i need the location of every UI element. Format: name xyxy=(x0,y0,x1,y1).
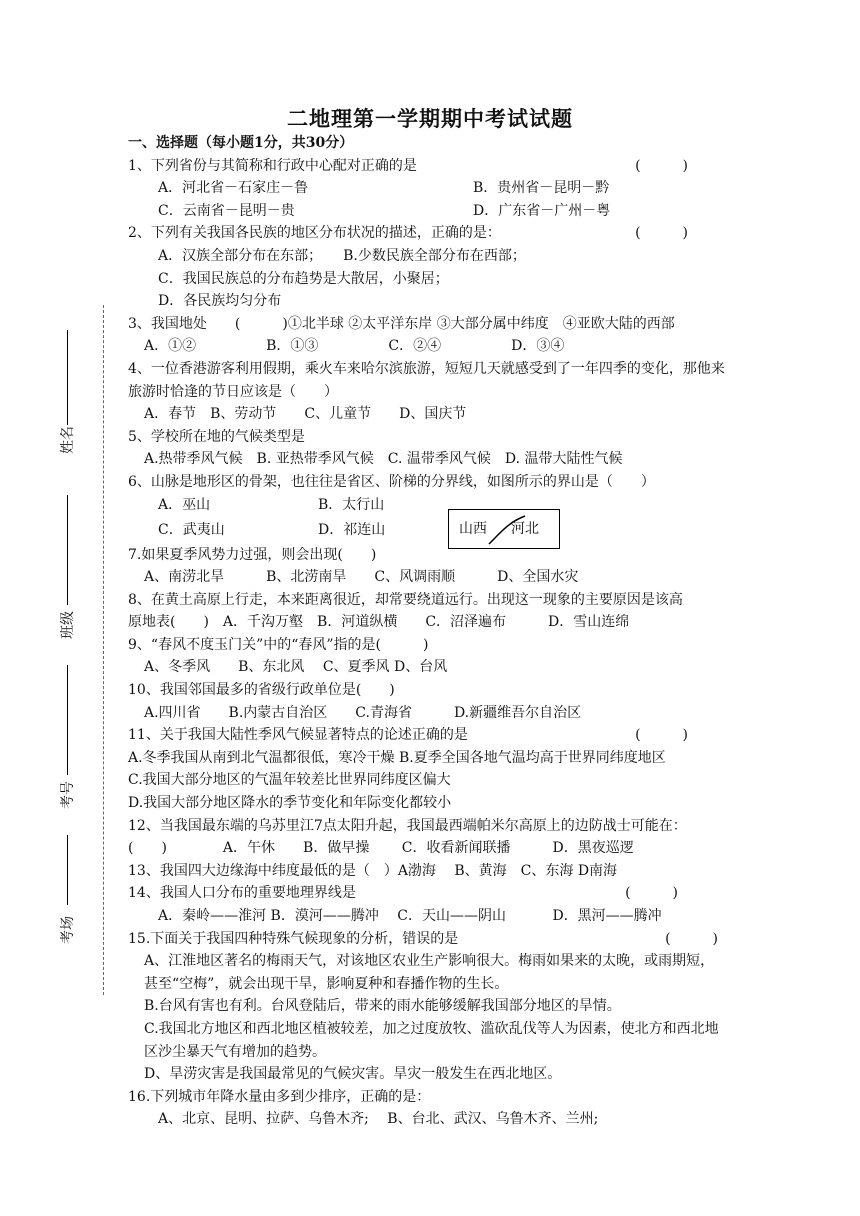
q8-options: 原地表( ) A．千沟万壑 B．河道纵横 C．沼泽遍布 D．雪山连绵 xyxy=(128,614,630,631)
q2-option-d: D．各民族均匀分布 xyxy=(158,293,282,310)
q11-option-c: C.我国大部分地区的气温年较差比世界同纬度区偏大 xyxy=(128,772,451,789)
q6-option-b: B．太行山 xyxy=(318,496,385,513)
q11-answer-paren: ( ) xyxy=(635,727,688,744)
page-title: 二地理第一学期期中考试试题 xyxy=(287,106,573,131)
q12-stem: 12、当我国最东端的乌苏里江7点太阳升起，我国最西端帕米尔高原上的边防战士可能在： xyxy=(128,817,687,834)
q15-option-d: D、旱涝灾害是我国最常见的气候灾害。旱灾一般发生在西北地区。 xyxy=(144,1066,562,1083)
q16-stem: 16.下列城市年降水量由多到少排序，正确的是： xyxy=(128,1088,431,1105)
boundary-map-figure xyxy=(448,509,560,549)
q2-option-c: C．我国民族总的分布趋势是大散居，小聚居； xyxy=(158,270,449,287)
q1-stem xyxy=(128,155,728,178)
q11-options-ab: A.冬季我国从南到北气温都很低，寒冷干燥 B.夏季全国各地气温均高于世界同纬度地区 xyxy=(128,749,666,766)
section-heading: 一、选择题（每小题1分，共30分） xyxy=(128,135,354,151)
binding-dashed-line xyxy=(103,305,104,995)
q8-stem: 8、在黄土高原上行走，本来距离很近，却常要绕道远行。出现这一现象的主要原因是该高 xyxy=(128,591,683,608)
q10-options: A.四川省 B.内蒙古自治区 C.青海省 D.新疆维吾尔自治区 xyxy=(144,704,582,721)
number-field xyxy=(45,665,75,815)
q5-stem: 5、学校所在地的气候类型是 xyxy=(128,428,305,445)
room-blank xyxy=(67,835,68,905)
q6-option-a: A．巫山 xyxy=(158,496,211,513)
q14-answer-paren: ( ) xyxy=(625,885,678,902)
q3-stem: 3、我国地处 ( )①北半球 ②太平洋东岸 ③大部分属中纬度 ④亚欧大陆的西部 xyxy=(128,315,675,332)
q7-options: A、南涝北旱 B、北涝南旱 C、风调雨顺 D、全国水灾 xyxy=(144,569,579,586)
q6-option-c: C．武夷山 xyxy=(158,521,225,538)
q1-option-c: C．云南省－昆明－贵 xyxy=(158,202,295,219)
name-field xyxy=(45,330,75,480)
name-blank xyxy=(67,330,68,425)
mountain-boundary-line xyxy=(449,510,559,548)
q14-stem-text: 14、我国人口分布的重要地理界线是 xyxy=(128,885,356,902)
name-label: 姓名 xyxy=(60,426,76,454)
q10-stem: 10、我国邻国最多的省级行政单位是( ) xyxy=(128,682,395,699)
q2-stem xyxy=(128,222,728,245)
q6-stem: 6、山脉是地形区的骨架，也往往是省区、阶梯的分界线，如图所示的界山是（ ） xyxy=(128,473,655,490)
q9-stem: 9、“春风不度玉门关”中的“春风”指的是( ) xyxy=(128,636,429,653)
q2-options-ab: A．汉族全部分布在东部； B.少数民族全部分布在西部； xyxy=(158,247,526,264)
class-field xyxy=(45,495,75,655)
q15-option-b: B.台风有害也有利。台风登陆后，带来的雨水能够缓解我国部分地区的旱情。 xyxy=(144,998,621,1015)
question-list xyxy=(128,132,728,1131)
q14-options: A．秦岭——淮河 B．漠河——腾冲 C．天山——阴山 D．黑河——腾冲 xyxy=(158,908,662,924)
q1-option-d: D．广东省－广州－粤 xyxy=(473,202,611,219)
q1-options-ab xyxy=(128,177,728,200)
q1-option-b: B．贵州省－昆明－黔 xyxy=(473,180,610,197)
q7-stem: 7.如果夏季风势力过强，则会出现( ) xyxy=(128,546,377,563)
q1-option-a: A．河北省－石家庄－鲁 xyxy=(158,180,309,197)
q1-stem-text: 1、下列省份与其简称和行政中心配对正确的是 xyxy=(128,157,417,174)
q9-options: A、冬季风 B、东北风 C、夏季风 D、台风 xyxy=(144,659,448,676)
q2-stem-text: 2、下列有关我国各民族的地区分布状况的描述，正确的是： xyxy=(128,225,501,242)
q4-options: A．春节 B、劳动节 C、儿童节 D、国庆节 xyxy=(144,406,467,423)
q12-options: ( ) A．午休 B．做早操 C．收看新闻联播 D．黑夜巡逻 xyxy=(128,840,634,857)
q2-answer-paren: ( ) xyxy=(635,225,688,242)
q11-option-d: D.我国大部分地区降水的季节变化和年际变化都较小 xyxy=(128,795,452,812)
q6-options-cd xyxy=(128,519,728,544)
room-field xyxy=(45,835,75,955)
q4-stem: 4、一位香港游客利用假期，乘火车来哈尔滨旅游，短短几天就感受到了一年四季的变化，那他来旅游时恰逢的节日应该是（ ） xyxy=(128,360,725,400)
q16-options-ab: A、北京、昆明、拉萨、乌鲁木齐; B、台北、武汉、乌鲁木齐、兰州; xyxy=(158,1111,599,1128)
number-label: 考号 xyxy=(60,781,76,809)
room-label: 考场 xyxy=(60,916,76,944)
map-label-hebei: 河北 xyxy=(511,520,539,537)
q14-stem xyxy=(128,882,728,905)
q15-stem xyxy=(128,928,728,951)
class-blank xyxy=(67,495,68,605)
q13-stem: 13、我国四大边缘海中纬度最低的是（ ）A渤海 B、黄海 C、东海 D南海 xyxy=(128,862,618,879)
q3-options: A．①② B．①③ C．②④ D．③④ xyxy=(144,338,565,355)
map-label-shanxi: 山西 xyxy=(459,520,487,537)
q15-answer-paren: ( ) xyxy=(665,930,718,947)
q15-stem-text: 15.下面关于我国四种特殊气候现象的分析，错误的是 xyxy=(128,930,459,947)
q1-options-cd xyxy=(128,200,728,223)
class-label: 班级 xyxy=(60,611,76,639)
number-blank xyxy=(67,665,68,775)
q6-option-d: D．祁连山 xyxy=(318,521,386,538)
q11-stem xyxy=(128,724,728,747)
q15-option-c: C.我国北方地区和西北地区植被较差，加之过度放牧、滥砍乱伐等人为因素，使北方和西北地区沙尘暴天气有增加的趋势。 xyxy=(144,1020,719,1060)
q11-stem-text: 11、关于我国大陆性季风气候显著特点的论述正确的是 xyxy=(128,727,468,744)
q6-options-ab xyxy=(128,494,728,519)
q15-option-a: A、江淮地区著名的梅雨天气，对该地区农业生产影响很大。梅雨如果来的太晚，或雨期短，甚至“空梅”，就会出现干旱，影响夏种和春播作物的生长。 xyxy=(144,953,715,992)
q5-options: A.热带季风气候 B. 亚热带季风气候 C. 温带季风气候 D. 温带大陆性气候 xyxy=(144,451,623,468)
q1-answer-paren: ( ) xyxy=(635,157,688,174)
